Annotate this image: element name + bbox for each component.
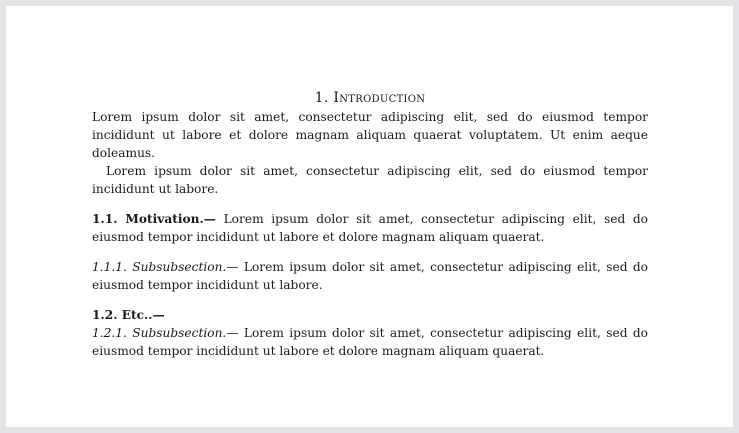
subsubsection-heading: 1.2.1. Subsubsection. [92, 326, 227, 340]
subsubsection-text: Lorem ipsum dolor sit amet, consectetur adipiscing elit, sed do eiusmod tempor incididunt ut labore. [92, 260, 648, 292]
subsection-heading: 1.2. Etc..— [92, 308, 165, 322]
document-body [92, 88, 648, 360]
subsection-motivation [92, 210, 648, 246]
intro-paragraph-2: Lorem ipsum dolor sit amet, consectetur adipiscing elit, sed do eiusmod tempor incididunt ut labore. [92, 164, 648, 196]
subsection-heading: 1.1. Motivation.— [92, 212, 216, 226]
subsubsection-heading: 1.1.1. Subsubsection. [92, 260, 227, 274]
em-dash: — [226, 260, 239, 274]
subsubsection-1-2-1 [92, 324, 648, 360]
document-page [6, 6, 733, 427]
section-title [92, 88, 648, 108]
subsubsection-1-1-1 [92, 258, 648, 294]
intro-paragraph-1: Lorem ipsum dolor sit amet, consectetur adipiscing elit, sed do eiusmod tempor incididunt ut labore et dolore magnam aliquam quaerat voluptatem. Ut enim aeque doleamus. [92, 110, 648, 160]
subsubsection-text: Lorem ipsum dolor sit amet, consectetur adipiscing elit, sed do eiusmod tempor incididunt ut labore et dolore magnam aliquam quaerat. [92, 326, 648, 358]
em-dash: — [226, 326, 239, 340]
section-number: 1. [314, 90, 329, 106]
subsection-etc [92, 306, 648, 324]
subsection-text: Lorem ipsum dolor sit amet, consectetur adipiscing elit, sed do eiusmod tempor incididunt ut labore et dolore magnam aliquam quaerat. [92, 212, 649, 244]
section-title-text: Introduction [333, 90, 426, 106]
